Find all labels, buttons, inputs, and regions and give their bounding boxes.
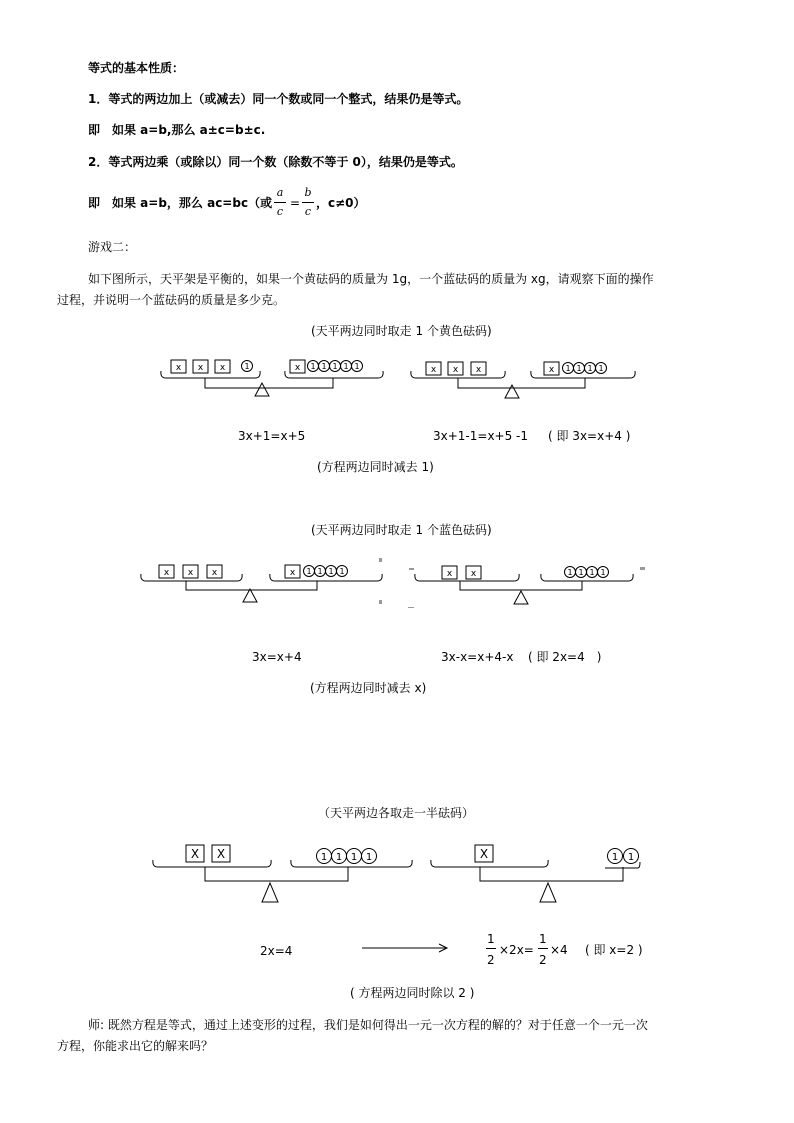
svg-text:X: X bbox=[479, 847, 489, 861]
svg-text:x: x bbox=[446, 569, 453, 579]
svg-text:1: 1 bbox=[339, 567, 345, 576]
svg-text:x: x bbox=[175, 363, 182, 373]
scene-3-equation-left: 2x=4 bbox=[260, 944, 293, 958]
svg-text:1: 1 bbox=[589, 568, 595, 577]
svg-text:1: 1 bbox=[600, 568, 606, 577]
half-2-denominator: 2 bbox=[539, 953, 547, 967]
svg-text:1: 1 bbox=[335, 852, 343, 863]
scene-1-equation-left: 3x+1=x+5 bbox=[238, 429, 306, 443]
svg-text:1: 1 bbox=[567, 568, 573, 577]
balance-3a bbox=[153, 860, 412, 902]
fraction-b-numerator: b bbox=[304, 186, 312, 199]
svg-text:1: 1 bbox=[343, 362, 349, 371]
svg-text:1: 1 bbox=[627, 852, 635, 863]
svg-text:x: x bbox=[187, 568, 194, 578]
property-1-example: 即 如果 a=b,那么 a±c=b±c. bbox=[88, 123, 266, 137]
fraction-a-numerator: a bbox=[276, 186, 284, 199]
scene-1-equation-right: 3x+1-1=x+5 -1 bbox=[433, 429, 529, 443]
scene-3-explanation: ( 方程两边同时除以 2 ) bbox=[350, 986, 475, 1000]
svg-text:x: x bbox=[289, 568, 296, 578]
svg-text:1: 1 bbox=[565, 364, 571, 373]
svg-text:1: 1 bbox=[244, 362, 250, 371]
game-title: 游戏二： bbox=[88, 240, 137, 254]
scene-2-explanation: (方程两边同时减去 x) bbox=[310, 681, 427, 695]
svg-text:1: 1 bbox=[354, 362, 360, 371]
svg-text:1: 1 bbox=[598, 364, 604, 373]
svg-text:1: 1 bbox=[306, 567, 312, 576]
svg-text:X: X bbox=[216, 847, 226, 861]
svg-text:1: 1 bbox=[332, 362, 338, 371]
weights-3a bbox=[186, 845, 377, 864]
scene-2-caption: (天平两边同时取走 1 个蓝色砝码) bbox=[311, 523, 492, 537]
svg-text:x: x bbox=[219, 363, 226, 373]
svg-text:1: 1 bbox=[317, 567, 323, 576]
svg-text:x: x bbox=[197, 363, 204, 373]
closing-line-1: 师: 既然方程是等式，通过上述变形的过程，我们是如何得出一元一次方程的解的？对于任意一个一元一次 bbox=[88, 1018, 648, 1032]
property-2-example-prefix: 即 如果 a=b，那么 ac=bc（或 bbox=[88, 196, 273, 210]
half-1-numerator: 1 bbox=[487, 932, 495, 946]
game-intro-line-1: 如下图所示，天平架是平衡的，如果一个黄砝码的质量为 1g，一个蓝砝码的质量为 xg，请观察下面的操作 bbox=[88, 272, 654, 286]
svg-text:1: 1 bbox=[587, 364, 593, 373]
svg-text:1: 1 bbox=[578, 568, 584, 577]
fraction-equals: = bbox=[290, 196, 301, 210]
arrow-3 bbox=[362, 944, 447, 952]
half-1-denominator: 2 bbox=[487, 953, 495, 967]
property-2-example-suffix: ，c≠0） bbox=[316, 196, 366, 210]
svg-text:1: 1 bbox=[328, 567, 334, 576]
scene-2-equation-right: 3x-x=x+4-x bbox=[441, 650, 514, 664]
svg-text:x: x bbox=[475, 365, 482, 375]
scene-3-equation-note: ( 即 x=2 ) bbox=[585, 943, 643, 957]
svg-text:x: x bbox=[294, 363, 301, 373]
section-title: 等式的基本性质： bbox=[88, 61, 185, 75]
svg-text:x: x bbox=[211, 568, 218, 578]
scene-3-equation-mid: ×2x= bbox=[499, 943, 534, 957]
svg-text:x: x bbox=[163, 568, 170, 578]
svg-text:1: 1 bbox=[321, 362, 327, 371]
scene-3-equation-end: ×4 bbox=[550, 943, 568, 957]
property-1: 1．等式的两边加上（或减去）同一个数或同一个整式，结果仍是等式。 bbox=[88, 92, 469, 106]
property-2: 2．等式两边乘（或除以）同一个数（除数不等于 0），结果仍是等式。 bbox=[88, 155, 463, 169]
half-2-numerator: 1 bbox=[539, 932, 547, 946]
closing-line-2: 方程，你能求出它的解来吗？ bbox=[57, 1039, 214, 1053]
balance-3b bbox=[431, 860, 640, 902]
scene-2-equation-left: 3x=x+4 bbox=[252, 650, 302, 664]
half-2-bar bbox=[538, 948, 548, 949]
fraction-b-denominator: c bbox=[304, 205, 312, 218]
weights-3b bbox=[475, 845, 639, 864]
scene-1-explanation: (方程两边同时减去 1) bbox=[317, 460, 434, 474]
game-intro-line-2: 过程，并说明一个蓝砝码的质量是多少克。 bbox=[57, 293, 286, 307]
svg-text:1: 1 bbox=[576, 364, 582, 373]
half-1-bar bbox=[486, 948, 496, 949]
scene-1-caption: (天平两边同时取走 1 个黄色砝码) bbox=[311, 324, 492, 338]
scene-2-equation-note: ( 即 2x=4 ) bbox=[528, 650, 602, 664]
svg-text:1: 1 bbox=[320, 852, 328, 863]
scene-3-caption: （天平两边各取走一半砝码） bbox=[318, 806, 475, 820]
svg-text:1: 1 bbox=[611, 852, 619, 863]
svg-text:x: x bbox=[470, 569, 477, 579]
svg-text:x: x bbox=[452, 365, 459, 375]
scene-1-equation-note: ( 即 3x=x+4 ) bbox=[548, 429, 631, 443]
svg-text:1: 1 bbox=[310, 362, 316, 371]
fraction-a-denominator: c bbox=[276, 205, 284, 218]
svg-text:X: X bbox=[190, 847, 200, 861]
svg-text:x: x bbox=[430, 365, 437, 375]
svg-text:x: x bbox=[548, 365, 555, 375]
svg-text:1: 1 bbox=[350, 852, 358, 863]
svg-text:1: 1 bbox=[365, 852, 373, 863]
